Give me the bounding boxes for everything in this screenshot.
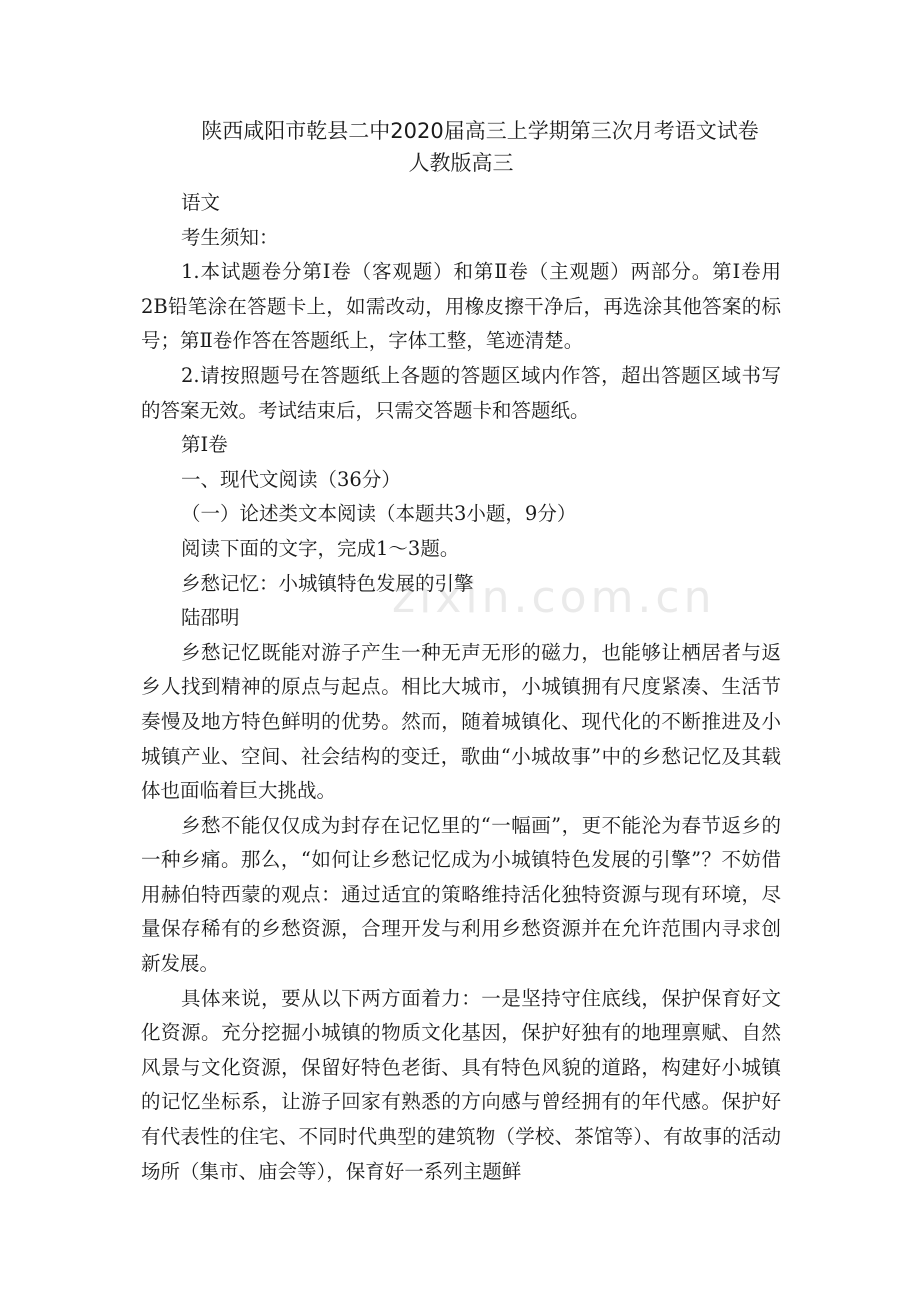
article-author: 陆邵明	[181, 606, 240, 630]
document-subtitle: 人教版高三	[408, 151, 514, 175]
reading-instruction: 阅读下面的文字，完成1～3题。	[181, 536, 460, 560]
article-paragraph-3: 具体来说，要从以下两方面着力：一是坚持守住底线，保护保育好文化资源。充分挖掘小城镇的物质文化基因，保护好独有的地理禀赋、自然风景与文化资源，保留好特色老街、具有特色风貌的道路，构建好小城镇的记忆坐标系，让游子回家有熟悉的方向感与曾经拥有的年代感。保护好有代表性的住宅、不同时代典型的建筑物（学校、茶馆等）、有故事的活动场所（集市、庙会等），保育好一系列主题鲜	[141, 986, 781, 1183]
volume-heading: 第Ⅰ卷	[181, 433, 228, 457]
document-body	[141, 115, 781, 1189]
section-heading: 一、现代文阅读（36分）	[181, 467, 401, 491]
article-paragraph-1: 乡愁记忆既能对游子产生一种无声无形的磁力，也能够让栖居者与返乡人找到精神的原点与起点。相比大城市，小城镇拥有尺度紧凑、生活节奏慢及地方特色鲜明的优势。然而，随着城镇化、现代化的不断推进及小城镇产业、空间、社会结构的变迁，歌曲“小城故事”中的乡愁记忆及其载体也面临着巨大挑战。	[141, 640, 781, 803]
instructions-heading: 考生须知：	[181, 225, 279, 249]
subsection-heading: （一）论述类文本阅读（本题共3小题，9分）	[181, 502, 577, 526]
document-title: 陕西咸阳市乾县二中2020届高三上学期第三次月考语文试卷	[201, 119, 759, 143]
subject-label: 语文	[181, 191, 221, 214]
article-title: 乡愁记忆：小城镇特色发展的引擎	[181, 571, 474, 595]
instruction-item-2: 2.请按照题号在答题纸上各题的答题区域内作答，超出答题区域书写的答案无效。考试结束后，只需交答题卡和答题纸。	[141, 363, 781, 422]
instruction-item-1: 1.本试题卷分第Ⅰ卷（客观题）和第Ⅱ卷（主观题）两部分。第Ⅰ卷用2B铅笔涂在答题卡上，如需改动，用橡皮擦干净后，再选涂其他答案的标号；第Ⅱ卷作答在答题纸上，字体工整，笔迹清楚。	[141, 260, 781, 353]
watermark: zixin.com.cn	[392, 572, 716, 623]
article-paragraph-2: 乡愁不能仅仅成为封存在记忆里的“一幅画”，更不能沦为春节返乡的一种乡痛。那么，“如何让乡愁记忆成为小城镇特色发展的引擎”？不妨借用赫伯特西蒙的观点：通过适宜的策略维持活化独特资源与现有环境，尽量保存稀有的乡愁资源，合理开发与利用乡愁资源并在允许范围内寻求创新发展。	[141, 813, 781, 976]
